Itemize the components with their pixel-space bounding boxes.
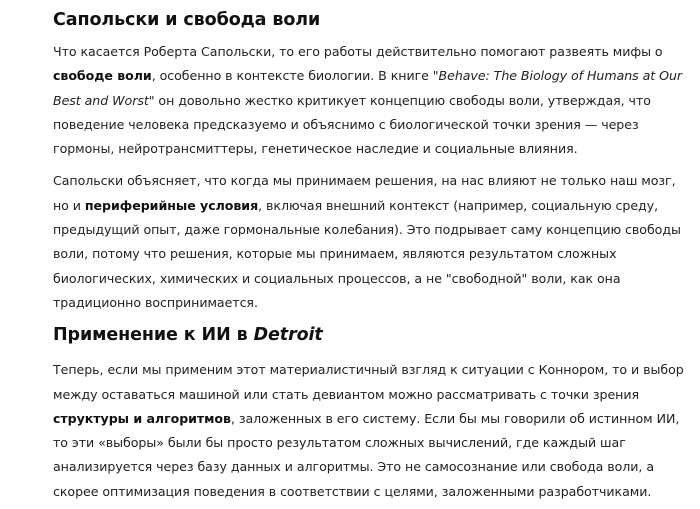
bold-term-free-will: свободе воли <box>53 68 152 84</box>
heading-game-title-italic: Detroit <box>253 325 323 346</box>
paragraph-sapolsky-intro <box>53 40 688 161</box>
book-title-italic: Behave: The Biology of Humans at Our Best and Worst <box>53 68 683 108</box>
section-heading-ai-detroit <box>53 321 688 349</box>
paragraph-ai-application <box>53 358 688 504</box>
paragraph-sapolsky-explains <box>53 169 688 315</box>
text-run: Что касается Роберта Сапольски, то его работы действительно помогают развеять мифы о <box>53 44 663 59</box>
bold-term-peripheral-conditions: периферийные условия <box>84 197 259 213</box>
text-run: , включая внешний контекст (например, социальную среду, предыдущий опыт, даже гормональные колебания). Это подрывает саму концепцию свободы воли, потому что решения, которые мы принимаем, являются результатом сложных биологических, химических и социальных процессов, а не "свободной" воли, как она традиционно воспринимается. <box>53 197 681 310</box>
text-run: Сапольски объясняет, что когда мы принимаем решения, на нас влияют не только наш мозг, но и <box>53 173 676 213</box>
text-run: , особенно в контексте биологии. В книге " <box>151 68 439 84</box>
bold-term-structure-algorithms: структуры и алгоритмов <box>53 410 231 426</box>
text-run: " он довольно жестко критикует концепцию свободы воли, утверждая, что поведение человека предсказуемо и объяснимо с биологической точки зрения — через гормоны, нейротрансмиттеры, генетическое наследие и социальные влияния. <box>53 92 651 157</box>
text-run: Теперь, если мы применим этот материалистичный взгляд к ситуации с Коннором, то и выбор между оставаться машиной или стать девиантом можно рассматривать с точки зрения <box>53 362 684 402</box>
heading-prefix: Применение к ИИ в <box>53 325 254 346</box>
section-heading-sapolsky: Сапольски и свобода воли <box>53 10 321 30</box>
text-run: , заложенных в его систему. Если бы мы говорили об истинном ИИ, то эти «выборы» были бы просто результатом сложных вычислений, где каждый шаг анализируется через базу данных и алгоритмы. Это не самосознание или свобода воли, а скорее оптимизация поведения в соответствии с целями, заложенными разработчиками. <box>53 410 680 499</box>
